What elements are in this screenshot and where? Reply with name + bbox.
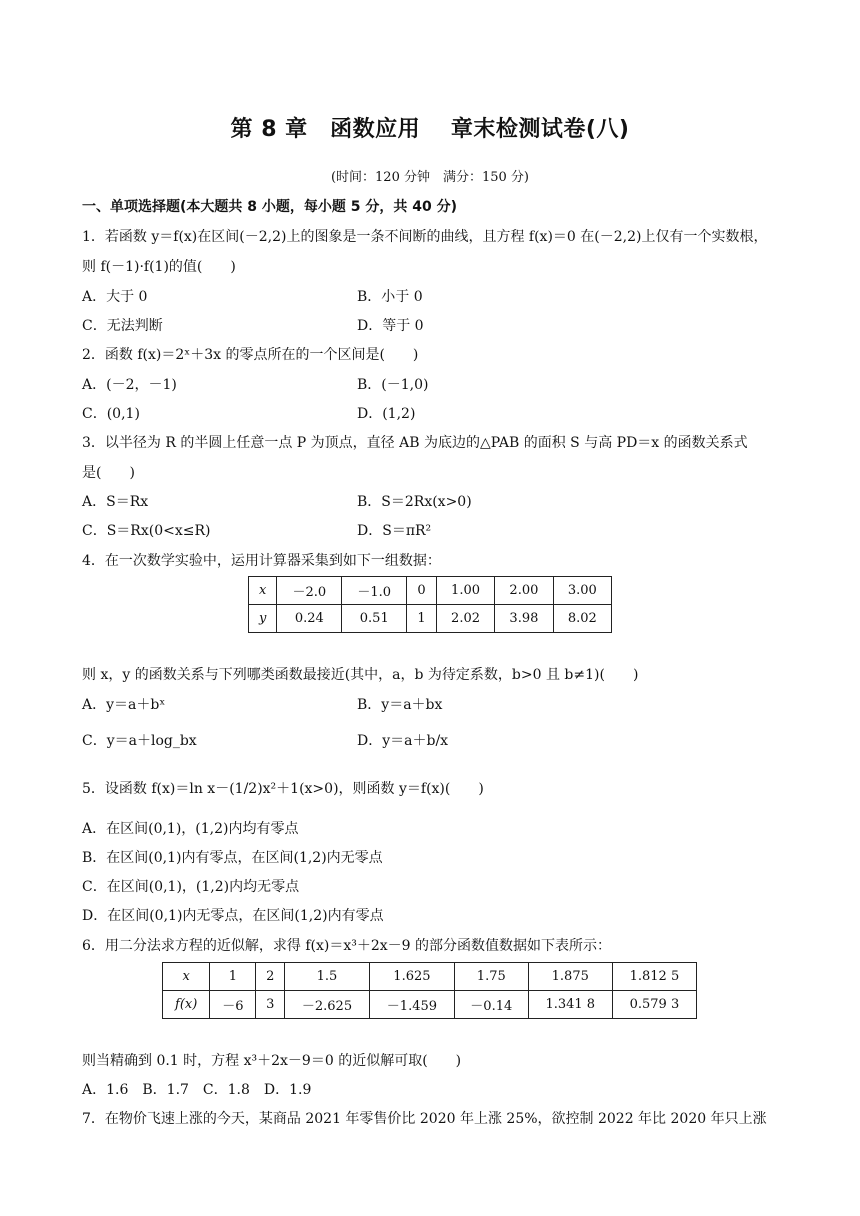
q2-option-d: D．(1,2) [357, 406, 416, 422]
table-cell: 3.00 [553, 577, 611, 605]
q6-stem: 6．用二分法求方程的近似解，求得 f(x)＝x³＋2x－9 的部分函数值数据如下表所示： [82, 938, 612, 954]
table-cell: x [249, 577, 277, 605]
q7-stem: 7．在物价飞速上涨的今天，某商品 2021 年零售价比 2020 年上涨 25%，欲控制 2022 年比 2020 年只上涨 [82, 1111, 767, 1127]
q5-stem: 5．设函数 f(x)＝ln x－(1/2)x²＋1(x>0)，则函数 y＝f(x)( ) [82, 781, 484, 797]
q5-option-d: D．在区间(0,1)内无零点，在区间(1,2)内有零点 [82, 908, 384, 924]
q4-option-a: A．y＝a＋bˣ [82, 697, 166, 713]
table-cell: 1.5 [285, 963, 370, 991]
q4-question: 则 x，y 的函数关系与下列哪类函数最接近(其中，a，b 为待定系数，b>0 且 b≠1)( ) [82, 667, 639, 683]
q3-option-a: A．S＝Rx [82, 494, 149, 510]
exam-subtitle: (时间：120 分钟 满分：150 分) [330, 170, 530, 185]
page-title: 第 8 章 函数应用 章末检测试卷(八) [230, 117, 630, 142]
section-heading: 一、单项选择题(本大题共 8 小题，每小题 5 分，共 40 分) [82, 199, 458, 215]
table-cell: －2.0 [277, 577, 342, 605]
table-cell: 1 [210, 963, 256, 991]
q3-option-d: D．S＝πR² [357, 523, 432, 539]
q1-option-d: D．等于 0 [357, 318, 424, 334]
table-cell: 1.625 [369, 963, 454, 991]
q2-stem: 2．函数 f(x)＝2ˣ＋3x 的零点所在的一个区间是( ) [82, 347, 419, 363]
table-cell: 1.75 [454, 963, 528, 991]
table-cell: 2.00 [495, 577, 553, 605]
table-cell: 0.579 3 [612, 991, 696, 1019]
q4-option-b: B．y＝a＋bx [357, 697, 443, 713]
q2-option-a: A．(－2，－1) [82, 377, 177, 393]
q5-option-b: B．在区间(0,1)内有零点，在区间(1,2)内无零点 [82, 850, 383, 866]
q1-stem-line1: 1．若函数 y＝f(x)在区间(－2,2)上的图象是一条不间断的曲线，且方程 f(x)＝0 在(－2,2)上仅有一个实数根， [82, 229, 768, 245]
table-cell: －6 [210, 991, 256, 1019]
q4-stem: 4．在一次数学实验中，运用计算器采集到如下一组数据： [82, 553, 441, 569]
table-cell: 1.812 5 [612, 963, 696, 991]
table-cell: 1.00 [436, 577, 494, 605]
q2-option-c: C．(0,1) [82, 406, 140, 422]
q5-option-a: A．在区间(0,1)，(1,2)内均有零点 [82, 821, 299, 837]
table-cell: y [249, 605, 277, 633]
q6-data-table [162, 962, 697, 1019]
q1-option-a: A．大于 0 [82, 289, 148, 305]
table-row [163, 963, 697, 991]
table-cell: 0.24 [277, 605, 342, 633]
table-row [163, 991, 697, 1019]
table-cell: 1 [407, 605, 437, 633]
q4-option-d: D．y＝a＋b/x [357, 733, 449, 749]
table-cell: f(x) [163, 991, 210, 1019]
table-cell: －1.459 [369, 991, 454, 1019]
table-cell: 0.51 [342, 605, 407, 633]
table-cell: 2 [256, 963, 285, 991]
table-cell: －1.0 [342, 577, 407, 605]
table-cell: 1.875 [528, 963, 612, 991]
table-cell: 0 [407, 577, 437, 605]
q6-question: 则当精确到 0.1 时，方程 x³＋2x－9＝0 的近似解可取( ) [82, 1053, 462, 1069]
table-cell: 2.02 [436, 605, 494, 633]
table-cell: x [163, 963, 210, 991]
table-cell: －0.14 [454, 991, 528, 1019]
q2-option-b: B．(－1,0) [357, 377, 429, 393]
q3-stem-line1: 3．以半径为 R 的半圆上任意一点 P 为顶点，直径 AB 为底边的△PAB 的面积 S 与高 PD＝x 的函数关系式 [82, 435, 748, 451]
q4-data-table [248, 576, 612, 633]
table-cell: 3 [256, 991, 285, 1019]
q5-option-c: C．在区间(0,1)，(1,2)内均无零点 [82, 879, 300, 895]
q3-option-c: C．S＝Rx(0<x≤R) [82, 523, 211, 539]
q1-option-c: C．无法判断 [82, 318, 163, 334]
q1-option-b: B．小于 0 [357, 289, 423, 305]
table-row [249, 577, 612, 605]
q6-options: A．1.6 B．1.7 C．1.8 D．1.9 [82, 1082, 312, 1098]
table-row [249, 605, 612, 633]
q1-stem-line2: 则 f(－1)·f(1)的值( ) [82, 259, 236, 275]
q3-stem-line2: 是( ) [82, 465, 135, 481]
table-cell: 3.98 [495, 605, 553, 633]
q4-option-c: C．y＝a＋log_bx [82, 733, 197, 749]
table-cell: 8.02 [553, 605, 611, 633]
table-cell: 1.341 8 [528, 991, 612, 1019]
q3-option-b: B．S＝2Rx(x>0) [357, 494, 472, 510]
table-cell: －2.625 [285, 991, 370, 1019]
